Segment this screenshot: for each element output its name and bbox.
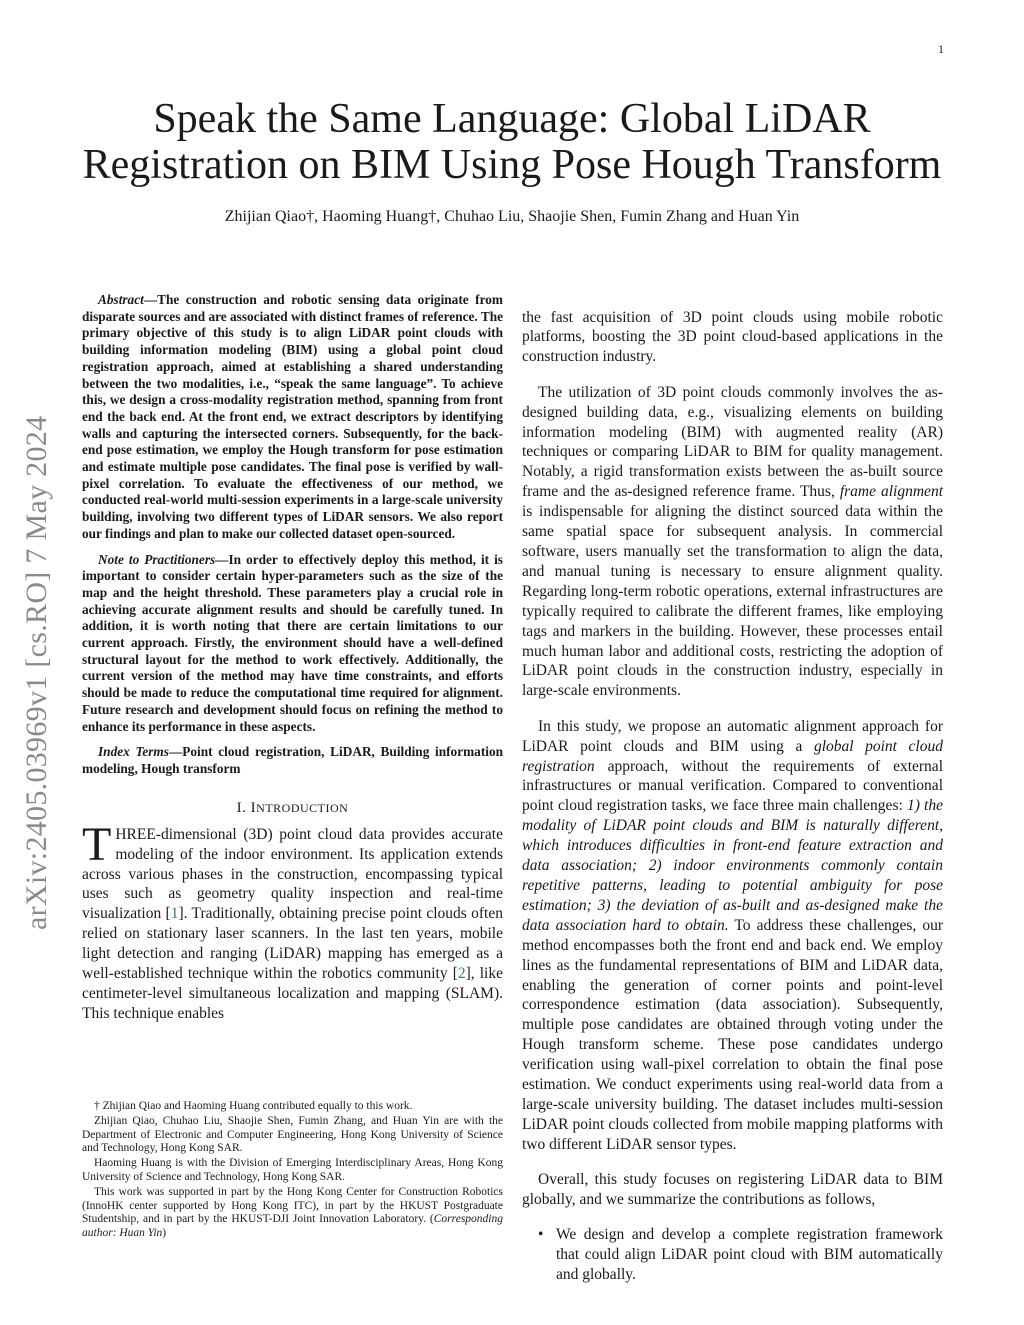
footnote-affiliation-emia: Haoming Huang is with the Division of Emerging Interdisciplinary Areas, Hong Kong University of Science and Technology, Hong Kong SAR. bbox=[82, 1157, 503, 1183]
note-label: Note to Practitioners bbox=[98, 551, 216, 567]
funding-text: This work was supported in part by the Hong Kong Center for Construction Robotics (InnoHK center supported by Hong Kong ITC), in part by the HKUST Postgraduate Studentship, and in part by the HKUST-DJI Joint Innovation Laboratory. ( bbox=[82, 1185, 503, 1226]
title-line-1: Speak the Same Language: Global LiDAR bbox=[153, 96, 871, 142]
bullet-symbol: • bbox=[538, 1226, 544, 1244]
arxiv-identifier: arXiv:2405.03969v1 [cs.RO] 7 May 2024 bbox=[20, 415, 53, 930]
abstract bbox=[82, 292, 503, 543]
drop-cap-letter: T bbox=[82, 817, 112, 871]
utilization-text-a: The utilization of 3D point clouds commonly involves the as-designed building data, e.g., visualizing elements on building information modeling (BIM) with augmented reality (AR) techniques or comparing LiDAR to BIM for quality management. Notably, a rigid transformation exists between the as-built source frame and the as-designed reference frame. Thus, bbox=[522, 383, 943, 501]
intro-text-b: ]. Traditionally, obtaining precise point clouds often relied on stationary laser scanners. In the last ten years, mobile light detection and ranging (LiDAR) mapping has emerged as a well-established technique within the robotics community [ bbox=[82, 905, 503, 983]
list-item bbox=[522, 1225, 943, 1285]
abstract-text: —The construction and robotic sensing data originate from disparate sources and are associated with distinct frames of reference. The primary objective of this study is to align LiDAR point clouds with building information modeling (BIM) using a global point cloud registration approach, aimed at establishing a shared understanding between the two modalities, i.e., “speak the same language”. To achieve this, we design a cross-modality registration method, spanning from front end the back end. At the front end, we extract descriptors by identifying walls and capturing the intersected corners. Subsequently, for the back-end pose estimation, we employ the Hough transform for pose estimation and estimate multiple pose candidates. The final pose is verified by wall-pixel correlation. To evaluate the effectiveness of our method, we conducted real-world multi-session experiments in a large-scale university building, involving two different types of LiDAR sensors. We also report our findings and plan to make our collected dataset open-sourced. bbox=[82, 292, 503, 541]
index-terms-text: —Point cloud registration, LiDAR, Building information modeling, Hough transform bbox=[82, 744, 503, 776]
section-name: NTRODUCTION bbox=[256, 800, 349, 815]
page-number: 1 bbox=[938, 42, 944, 56]
corresponding-author: Corresponding author: Huan Yin bbox=[82, 1213, 503, 1240]
left-column bbox=[82, 292, 503, 1024]
term-global-registration: global point cloud registration bbox=[522, 737, 943, 775]
funding-close: ) bbox=[162, 1227, 167, 1240]
index-terms-label: Index Terms bbox=[98, 744, 169, 760]
challenges-list: 1) the modality of LiDAR point clouds and BIM is naturally different, which introduces difficulties in front-end feature extraction and data association; 2) indoor environments commonly contain repetitive patterns, leading to potential ambiguity for pose estimation; 3) the deviation of as-built and as-designed make the data association hard to obtain. bbox=[522, 797, 943, 934]
author-list: Zhijian Qiao†, Haoming Huang†, Chuhao Liu, Shaojie Shen, Fumin Zhang and Huan Yin bbox=[224, 208, 800, 225]
contribution-1: We design and develop a complete registration framework that could align LiDAR point cloud with BIM automatically and globally. bbox=[556, 1226, 943, 1284]
citation-link-1[interactable]: 1 bbox=[170, 905, 179, 923]
citation-link-2[interactable]: 2 bbox=[457, 965, 466, 983]
paragraph-continued: the fast acquisition of 3D point clouds using mobile robotic platforms, boosting the 3D point cloud-based applications in the construction industry. bbox=[522, 308, 943, 366]
paragraph-this-study bbox=[522, 717, 943, 1155]
contributions-list bbox=[522, 1225, 943, 1285]
utilization-text-b: is indispensable for aligning the distinct sourced data within the same spatial space for subsequent analysis. In commercial software, users manually set the transformation to align the data, and manual tuning is necessary to ensure alignment quality. Regarding long-term robotic operations, external infrastructures are typically required to calibrate the different frames, like employing tags and markers in the building. However, these processes entail much human labor and additional costs, restricting the adoption of LiDAR point clouds in the construction industry, especially in large-scale environments. bbox=[522, 503, 943, 700]
footnote-funding bbox=[82, 1186, 503, 1241]
section-numeral: I. I bbox=[236, 799, 257, 816]
paper-title bbox=[70, 96, 954, 188]
introduction-paragraph bbox=[82, 817, 503, 1024]
study-text-a: In this study, we propose an automatic alignment approach for LiDAR point clouds and BIM using a bbox=[522, 717, 943, 755]
paragraph-utilization bbox=[522, 383, 943, 702]
footnote-equal-contribution: † Zhijian Qiao and Haoming Huang contributed equally to this work. bbox=[94, 1100, 413, 1112]
study-text-b: approach, without the requirements of external infrastructures or manual verification. Compared to conventional point cloud registration tasks, we face three main challenges: bbox=[522, 757, 943, 815]
intro-text-c: ], like centimeter-level simultaneous localization and mapping (SLAM). This technique enables bbox=[82, 965, 503, 1022]
index-terms bbox=[82, 744, 503, 777]
abstract-label: Abstract bbox=[98, 292, 144, 307]
section-heading-introduction bbox=[82, 800, 503, 817]
study-text-c: To address these challenges, our method encompasses both the front end and back end. We employ lines as the fundamental representations of BIM and LiDAR data, enabling the generation of corner points and point-level correspondence estimation (data association). Subsequently, multiple pose candidates are obtained through voting under the Hough transform scheme. These pose candidates undergo verification using wall-pixel correlation to obtain the final pose estimation. We conduct experiments using real-world data from a large-scale university building. The dataset includes multi-session LiDAR point clouds collected from mobile mapping platforms with two different LiDAR sensor types. bbox=[522, 916, 944, 1153]
term-frame-alignment: frame alignment bbox=[839, 483, 943, 501]
note-to-practitioners bbox=[82, 552, 503, 736]
note-text: —In order to effectively deploy this method, it is important to consider certain hyper-parameters such as the size of the map and the height threshold. These parameters play a crucial role in achieving accurate alignment results and should be carefully tuned. In addition, it is worth noting that there are certain limitations to our current approach. Firstly, the environment should have a well-defined structural layout for the method to work effectively. Additionally, the current version of the method may have time constraints, and efforts should be made to reduce the computational time required for alignment. Future research and development should focus on refining the method to enhance its performance in these aspects. bbox=[82, 551, 503, 734]
title-line-2: Registration on BIM Using Pose Hough Transform bbox=[82, 142, 942, 188]
footnotes bbox=[82, 1100, 503, 1242]
intro-text-a: HREE-dimensional (3D) point cloud data provides accurate modeling of the indoor environment. Its application extends across various phases in the construction, encompassing typical uses such as geometry quality inspection and real-time visualization [ bbox=[82, 825, 503, 923]
footnote-affiliation-ece: Zhijian Qiao, Chuhao Liu, Shaojie Shen, Fumin Zhang, and Huan Yin are with the Department of Electronic and Computer Engineering, Hong Kong University of Science and Technology, Hong Kong SAR. bbox=[82, 1114, 503, 1155]
paragraph-contributions: Overall, this study focuses on registering LiDAR data to BIM globally, and we summarize the contributions as follows, bbox=[522, 1171, 943, 1209]
right-column bbox=[522, 292, 943, 1285]
